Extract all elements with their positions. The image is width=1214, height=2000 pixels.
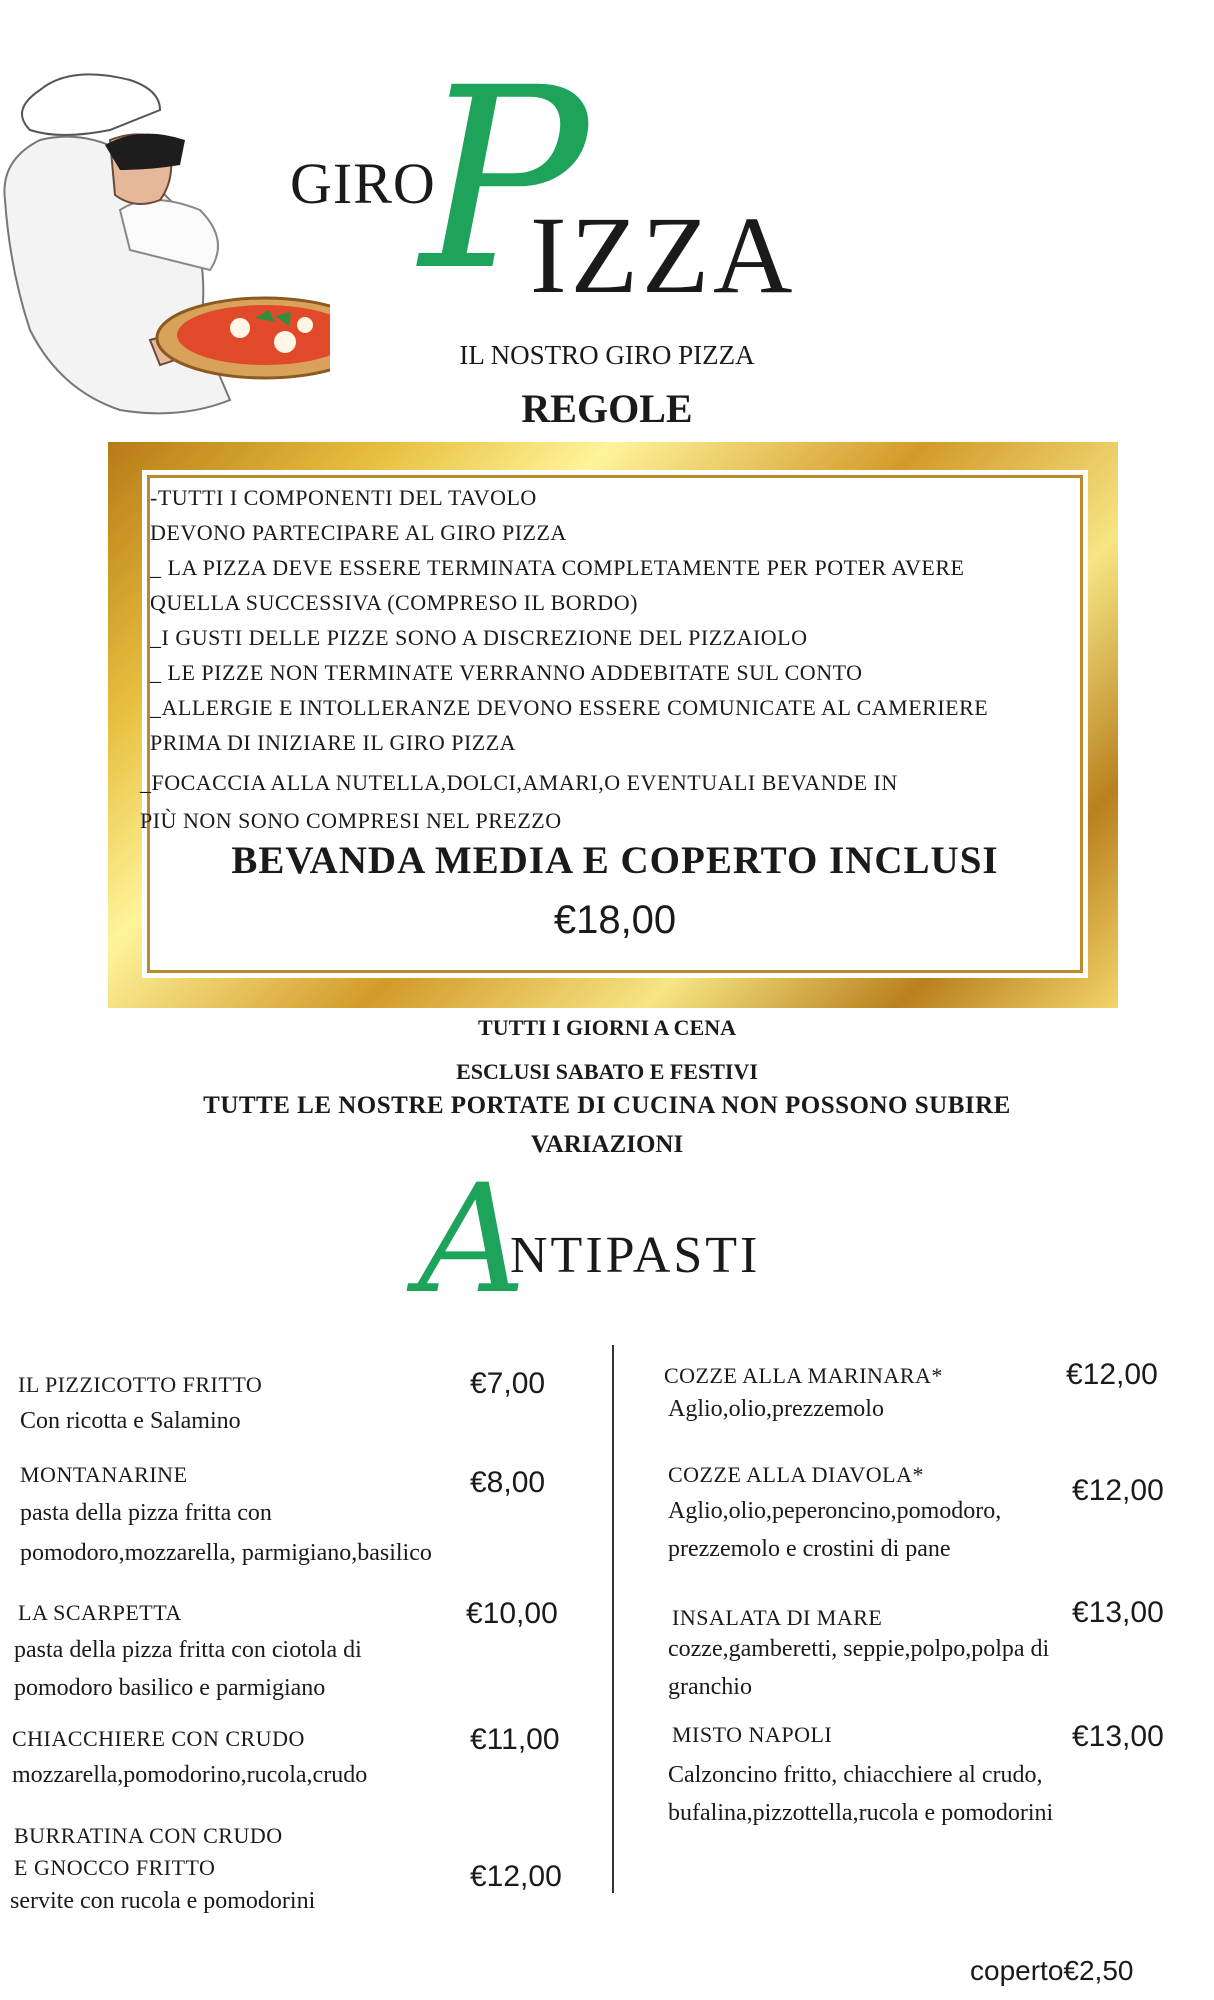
item-name: CHIACCHIERE CON CRUDO (12, 1726, 305, 1751)
rule-line: -TUTTI I COMPONENTI DEL TAVOLO (150, 485, 537, 510)
item-desc: pomodoro basilico e parmigiano (14, 1675, 326, 1701)
item-desc: bufalina,pizzottella,rucola e pomodorini (668, 1800, 1054, 1826)
item-desc: pasta della pizza fritta con ciotola di (14, 1637, 362, 1663)
column-divider (612, 1345, 614, 1893)
item-desc: granchio (668, 1674, 752, 1700)
rule-line: _ LE PIZZE NON TERMINATE VERRANNO ADDEBITATE SUL CONTO (150, 660, 863, 685)
cover-charge: coperto€2,50 (970, 1955, 1134, 1986)
item-price: €8,00 (470, 1466, 546, 1499)
rule-line: PIÙ NON SONO COMPRESI NEL PREZZO (140, 808, 562, 833)
item-price: €11,00 (470, 1723, 560, 1756)
info-no-variations: TUTTE LE NOSTRE PORTATE DI CUCINA NON POSSONO SUBIRE (203, 1092, 1011, 1119)
item-price: €10,00 (466, 1597, 558, 1630)
rules-heading: REGOLE (521, 386, 693, 431)
pulcinella-chef-illustration (0, 70, 330, 430)
item-desc: Aglio,olio,prezzemolo (668, 1396, 884, 1422)
item-name: BURRATINA CON CRUDO (14, 1823, 283, 1848)
item-desc: Aglio,olio,peperoncino,pomodoro, (668, 1498, 1002, 1524)
item-desc: prezzemolo e crostini di pane (668, 1536, 951, 1562)
rule-line: _FOCACCIA ALLA NUTELLA,DOLCI,AMARI,O EVENTUALI BEVANDE IN (140, 770, 898, 795)
item-name: IL PIZZICOTTO FRITTO (18, 1372, 263, 1397)
item-desc: pasta della pizza fritta con (20, 1500, 272, 1526)
title-izza: IZZA (530, 194, 797, 316)
item-name: MISTO NAPOLI (672, 1722, 833, 1747)
item-name-cont: E GNOCCO FRITTO (14, 1855, 216, 1880)
rule-line: _ALLERGIE E INTOLLERANZE DEVONO ESSERE COMUNICATE AL CAMERIERE (150, 695, 989, 720)
item-price: €12,00 (1066, 1358, 1158, 1391)
subtitle (0, 340, 1214, 371)
included-note: BEVANDA MEDIA E COPERTO INCLUSI (231, 839, 999, 882)
item-price: €13,00 (1072, 1596, 1164, 1629)
item-price: €7,00 (470, 1367, 546, 1400)
rule-line: _I GUSTI DELLE PIZZE SONO A DISCREZIONE DEL PIZZAIOLO (150, 625, 808, 650)
antipasti-title-script-a: A (418, 1153, 527, 1327)
item-name: INSALATA DI MARE (672, 1605, 883, 1630)
info-no-variations-cont: VARIAZIONI (530, 1131, 684, 1158)
rule-line: QUELLA SUCCESSIVA (COMPRESO IL BORDO) (150, 590, 638, 615)
title-p-script: P (420, 34, 589, 325)
item-price: €12,00 (470, 1860, 562, 1893)
item-price: €13,00 (1072, 1720, 1164, 1753)
item-price: €12,00 (1072, 1474, 1164, 1507)
subtitle-text: IL NOSTRO GIRO PIZZA (459, 340, 755, 370)
item-name: COZZE ALLA DIAVOLA* (668, 1462, 924, 1487)
item-name: MONTANARINE (20, 1462, 188, 1487)
title-giro: GIRO (290, 151, 436, 216)
giro-pizza-price: €18,00 (553, 898, 677, 942)
item-desc: Calzoncino fritto, chiacchiere al crudo, (668, 1762, 1043, 1788)
rule-line: PRIMA DI INIZIARE IL GIRO PIZZA (150, 730, 517, 755)
item-desc: servite con rucola e pomodorini (10, 1888, 316, 1914)
info-days: TUTTI I GIORNI A CENA (478, 1015, 736, 1040)
antipasti-title: NTIPASTI (510, 1227, 761, 1284)
item-desc: Con ricotta e Salamino (20, 1408, 241, 1434)
item-desc: pomodoro,mozzarella, parmigiano,basilico (20, 1540, 432, 1566)
item-desc: cozze,gamberetti, seppie,polpo,polpa di (668, 1636, 1050, 1662)
rule-line: DEVONO PARTECIPARE AL GIRO PIZZA (150, 520, 567, 545)
item-name: LA SCARPETTA (18, 1600, 182, 1625)
info-excluded: ESCLUSI SABATO E FESTIVI (456, 1059, 758, 1084)
rule-line: _ LA PIZZA DEVE ESSERE TERMINATA COMPLETAMENTE PER POTER AVERE (150, 555, 965, 580)
item-desc: mozzarella,pomodorino,rucola,crudo (12, 1762, 368, 1788)
item-name: COZZE ALLA MARINARA* (664, 1363, 943, 1388)
